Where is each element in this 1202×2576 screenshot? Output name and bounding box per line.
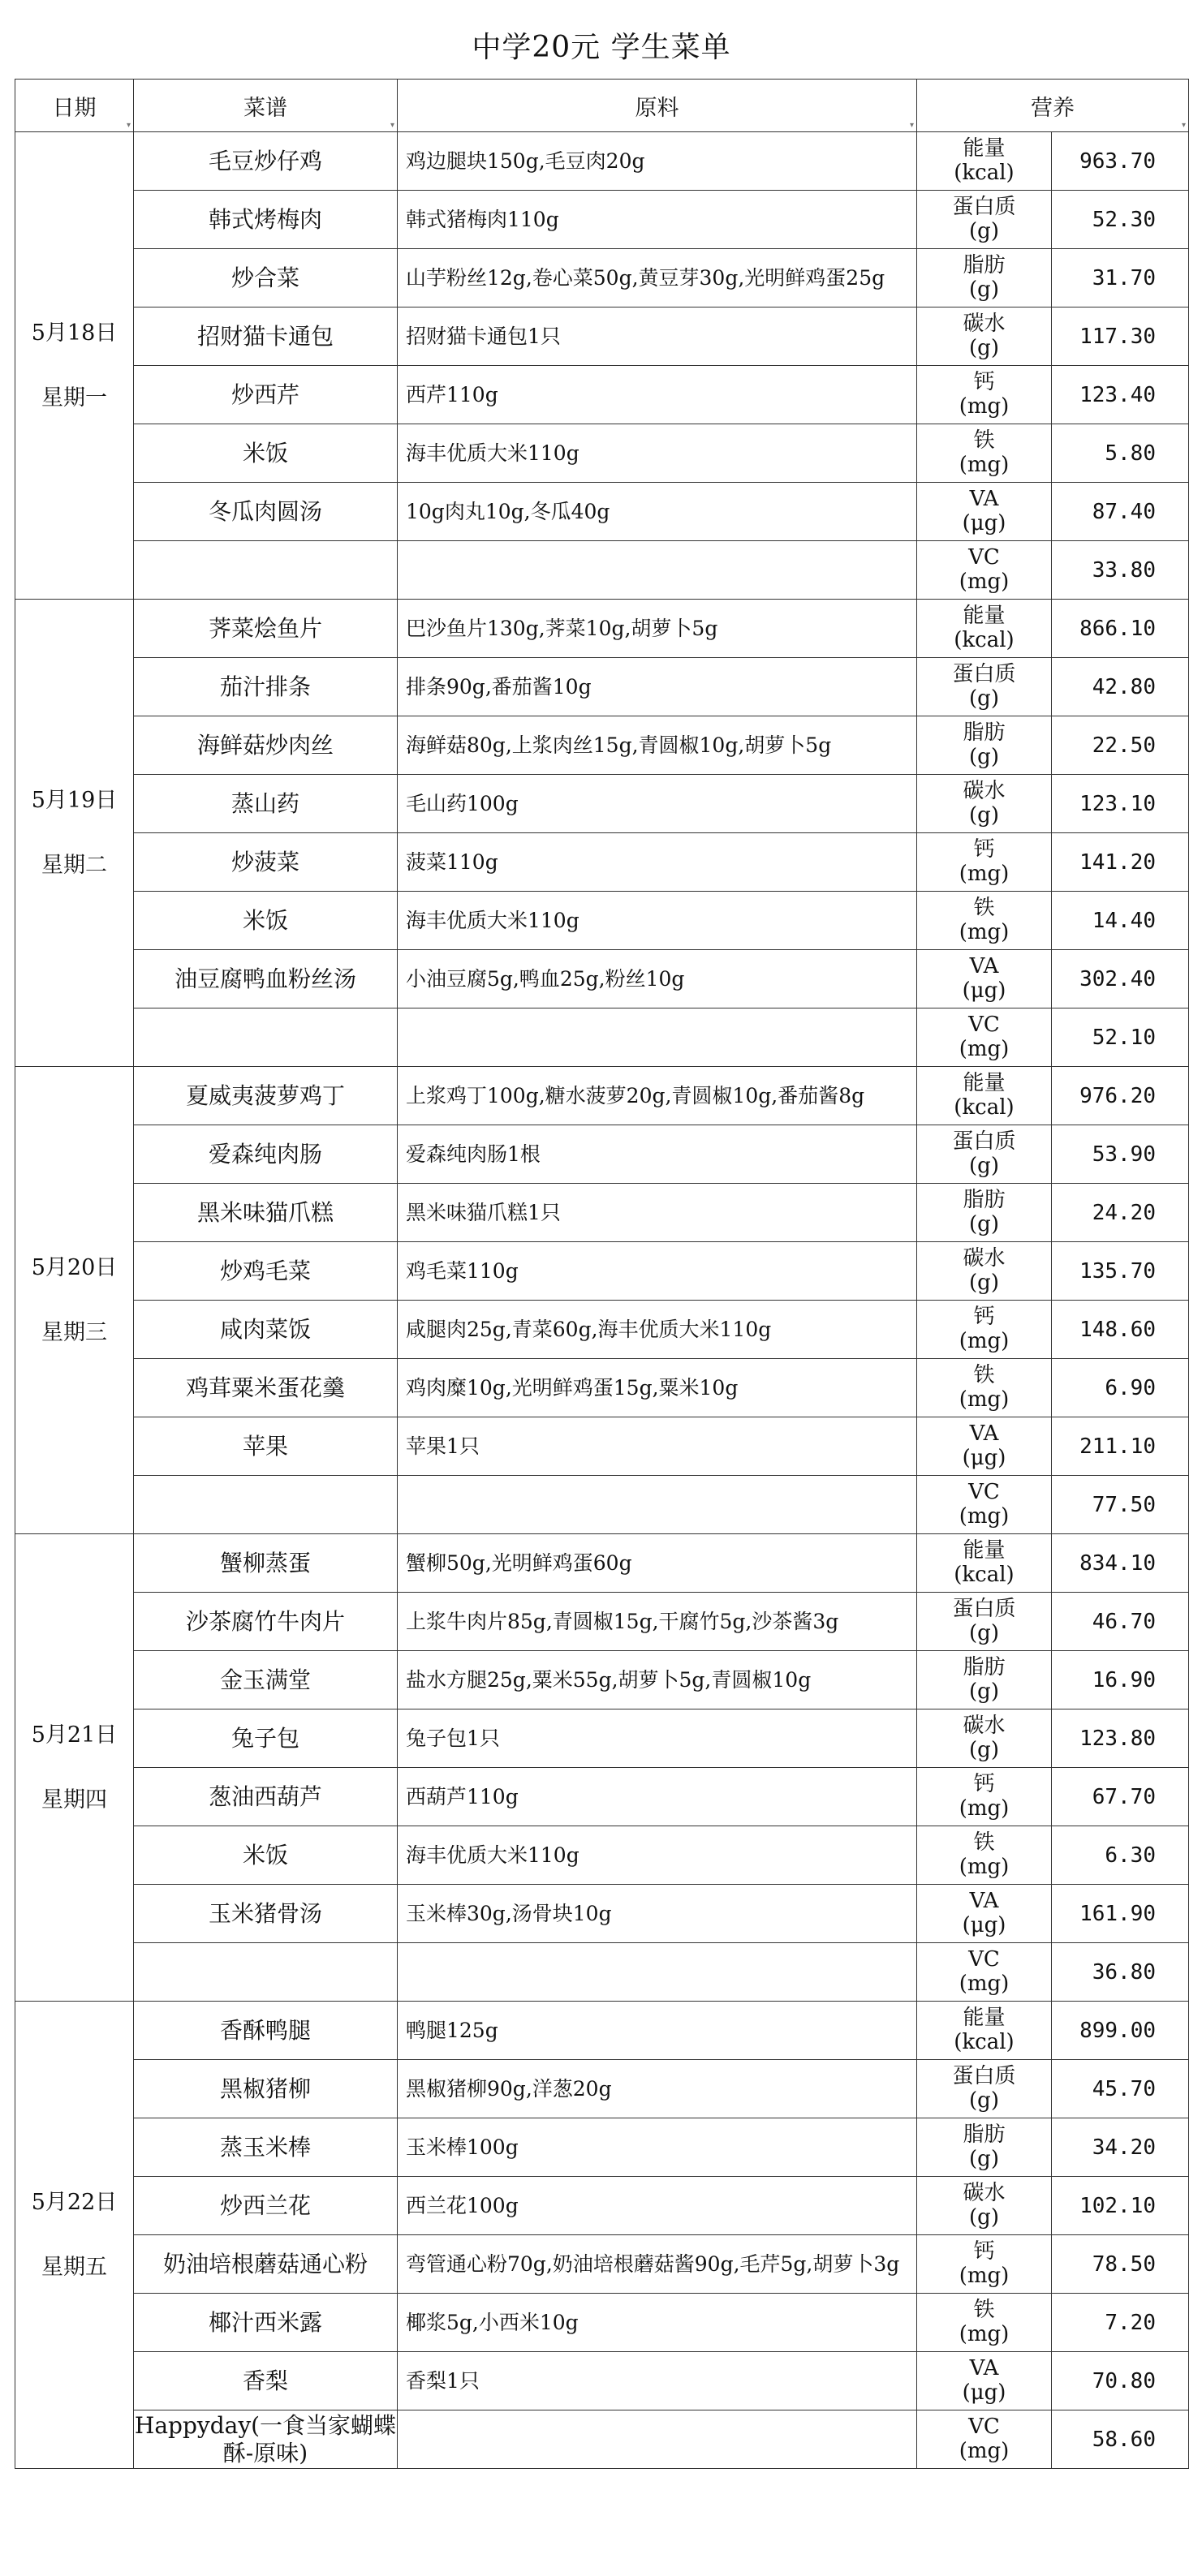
ingredients-cell[interactable]: 黑米味猫爪糕1只	[398, 1184, 917, 1242]
ingredients-cell[interactable]: 弯管通心粉70g,奶油培根蘑菇酱90g,毛芹5g,胡萝卜3g	[398, 2235, 917, 2294]
header-date[interactable]: 日期 ▾	[15, 80, 134, 132]
nutrient-value-cell[interactable]: 6.90	[1052, 1359, 1189, 1417]
menu-row	[15, 1885, 1189, 1943]
dish-cell[interactable]: 炒鸡毛菜	[134, 1242, 398, 1301]
nutrient-label-cell[interactable]: VC (mg)	[917, 2410, 1052, 2469]
dish-cell[interactable]: 椰汁西米露	[134, 2294, 398, 2352]
dish-cell[interactable]: 蒸山药	[134, 775, 398, 833]
menu-row	[15, 1534, 1189, 1593]
ingredients-cell[interactable]: 巴沙鱼片130g,荠菜10g,胡萝卜5g	[398, 600, 917, 658]
menu-row	[15, 1301, 1189, 1359]
menu-row	[15, 1826, 1189, 1885]
nutrient-value-cell[interactable]: 77.50	[1052, 1476, 1189, 1534]
nutrient-label-cell[interactable]: 铁 (mg)	[917, 424, 1052, 483]
nutrient-label-cell[interactable]: 碳水 (g)	[917, 2177, 1052, 2235]
nutrient-label-cell[interactable]: VA (μg)	[917, 950, 1052, 1008]
ingredients-cell[interactable]	[398, 1008, 917, 1067]
nutrient-label-cell[interactable]: 能量 (kcal)	[917, 1534, 1052, 1593]
dish-cell[interactable]: 炒西芹	[134, 366, 398, 424]
nutrient-label-cell[interactable]: 铁 (mg)	[917, 2294, 1052, 2352]
dish-cell[interactable]: 招财猫卡通包	[134, 307, 398, 366]
nutrient-label-cell[interactable]: 钙 (mg)	[917, 833, 1052, 892]
nutrient-value-cell[interactable]: 211.10	[1052, 1417, 1189, 1476]
nutrient-value-cell[interactable]: 148.60	[1052, 1301, 1189, 1359]
menu-row	[15, 541, 1189, 600]
menu-row	[15, 833, 1189, 892]
nutrient-value-cell[interactable]: 22.50	[1052, 716, 1189, 775]
dish-cell[interactable]: 茄汁排条	[134, 658, 398, 716]
dish-cell[interactable]: Happyday(一食当家蝴蝶酥-原味)	[134, 2410, 398, 2469]
ingredients-cell[interactable]	[398, 541, 917, 600]
dish-cell[interactable]: 蟹柳蒸蛋	[134, 1534, 398, 1593]
ingredients-cell[interactable]	[398, 2410, 917, 2469]
header-nutrition[interactable]: 营养 ▾	[917, 80, 1189, 132]
nutrient-label-cell[interactable]: 脂肪 (g)	[917, 249, 1052, 307]
nutrient-value-cell[interactable]: 52.10	[1052, 1008, 1189, 1067]
menu-row	[15, 2177, 1189, 2235]
ingredients-cell[interactable]: 爱森纯肉肠1根	[398, 1125, 917, 1184]
menu-row	[15, 1008, 1189, 1067]
dish-cell[interactable]: 葱油西葫芦	[134, 1768, 398, 1826]
nutrient-value-cell[interactable]: 102.10	[1052, 2177, 1189, 2235]
nutrient-value-cell[interactable]: 123.80	[1052, 1709, 1189, 1768]
date-label: 5月19日	[31, 787, 118, 813]
dish-cell[interactable]: 黑米味猫爪糕	[134, 1184, 398, 1242]
nutrient-label-cell[interactable]: 蛋白质 (g)	[917, 1593, 1052, 1651]
dish-cell[interactable]	[134, 1476, 398, 1534]
nutrient-label-cell[interactable]: 碳水 (g)	[917, 1709, 1052, 1768]
header-dish[interactable]: 菜谱 ▾	[134, 80, 398, 132]
nutrient-label-cell[interactable]: 脂肪 (g)	[917, 1184, 1052, 1242]
nutrient-value-cell[interactable]: 161.90	[1052, 1885, 1189, 1943]
nutrient-label-cell[interactable]: VC (mg)	[917, 1476, 1052, 1534]
menu-row	[15, 658, 1189, 716]
date-label: 5月22日	[31, 2189, 118, 2215]
menu-row	[15, 2060, 1189, 2118]
date-cell[interactable]	[15, 600, 134, 1067]
menu-row	[15, 483, 1189, 541]
menu-row	[15, 1125, 1189, 1184]
ingredients-cell[interactable]: 玉米棒100g	[398, 2118, 917, 2177]
menu-row	[15, 1184, 1189, 1242]
ingredients-cell[interactable]: 椰浆5g,小西米10g	[398, 2294, 917, 2352]
menu-row	[15, 249, 1189, 307]
nutrient-label-cell[interactable]: 蛋白质 (g)	[917, 658, 1052, 716]
menu-row	[15, 1359, 1189, 1417]
date-cell[interactable]	[15, 1067, 134, 1534]
menu-row	[15, 2118, 1189, 2177]
nutrient-label-cell[interactable]: VA (μg)	[917, 1885, 1052, 1943]
dish-cell[interactable]	[134, 541, 398, 600]
nutrient-value-cell[interactable]: 141.20	[1052, 833, 1189, 892]
menu-row	[15, 1067, 1189, 1125]
nutrient-value-cell[interactable]: 7.20	[1052, 2294, 1189, 2352]
header-ingredients[interactable]: 原料 ▾	[398, 80, 917, 132]
menu-row	[15, 1709, 1189, 1768]
ingredients-cell[interactable]: 黑椒猪柳90g,洋葱20g	[398, 2060, 917, 2118]
menu-row	[15, 2352, 1189, 2410]
menu-row	[15, 132, 1189, 191]
nutrient-value-cell[interactable]: 70.80	[1052, 2352, 1189, 2410]
ingredients-cell[interactable]: 盐水方腿25g,粟米55g,胡萝卜5g,青圆椒10g	[398, 1651, 917, 1709]
ingredients-cell[interactable]: 苹果1只	[398, 1417, 917, 1476]
ingredients-cell[interactable]: 小油豆腐5g,鸭血25g,粉丝10g	[398, 950, 917, 1008]
dish-cell[interactable]: 夏威夷菠萝鸡丁	[134, 1067, 398, 1125]
nutrient-label-cell[interactable]: 能量 (kcal)	[917, 1067, 1052, 1125]
weekday-label: 星期二	[41, 852, 107, 878]
nutrient-value-cell[interactable]: 45.70	[1052, 2060, 1189, 2118]
nutrient-label-cell[interactable]: VA (μg)	[917, 1417, 1052, 1476]
nutrient-value-cell[interactable]: 58.60	[1052, 2410, 1189, 2469]
ingredients-cell[interactable]	[398, 1476, 917, 1534]
dish-cell[interactable]: 黑椒猪柳	[134, 2060, 398, 2118]
ingredients-cell[interactable]: 玉米棒30g,汤骨块10g	[398, 1885, 917, 1943]
menu-row	[15, 2294, 1189, 2352]
ingredients-cell[interactable]: 10g肉丸10g,冬瓜40g	[398, 483, 917, 541]
dish-cell[interactable]: 韩式烤梅肉	[134, 191, 398, 249]
menu-body	[15, 132, 1189, 2469]
ingredients-cell[interactable]: 上浆牛肉片85g,青圆椒15g,干腐竹5g,沙茶酱3g	[398, 1593, 917, 1651]
menu-table	[15, 79, 1189, 2469]
menu-row	[15, 366, 1189, 424]
dish-cell[interactable]: 蒸玉米棒	[134, 2118, 398, 2177]
menu-row	[15, 892, 1189, 950]
menu-row	[15, 191, 1189, 249]
ingredients-cell[interactable]	[398, 1943, 917, 2002]
ingredients-cell[interactable]: 鸡肉糜10g,光明鲜鸡蛋15g,粟米10g	[398, 1359, 917, 1417]
nutrient-label-cell[interactable]: 钙 (mg)	[917, 366, 1052, 424]
dish-cell[interactable]: 米饭	[134, 1826, 398, 1885]
nutrient-value-cell[interactable]: 34.20	[1052, 2118, 1189, 2177]
nutrient-label-cell[interactable]: 铁 (mg)	[917, 892, 1052, 950]
nutrient-label-cell[interactable]: 碳水 (g)	[917, 1242, 1052, 1301]
ingredients-cell[interactable]: 西葫芦110g	[398, 1768, 917, 1826]
menu-row	[15, 2002, 1189, 2060]
nutrient-value-cell[interactable]: 14.40	[1052, 892, 1189, 950]
menu-row	[15, 424, 1189, 483]
filter-dropdown-icon[interactable]: ▾	[126, 121, 131, 130]
dish-cell[interactable]: 米饭	[134, 424, 398, 483]
date-cell[interactable]	[15, 132, 134, 600]
ingredients-cell[interactable]: 兔子包1只	[398, 1709, 917, 1768]
dish-cell[interactable]	[134, 1008, 398, 1067]
nutrient-label-cell[interactable]: 蛋白质 (g)	[917, 2060, 1052, 2118]
dish-cell[interactable]: 香酥鸭腿	[134, 2002, 398, 2060]
dish-cell[interactable]: 沙茶腐竹牛肉片	[134, 1593, 398, 1651]
ingredients-cell[interactable]: 海鲜菇80g,上浆肉丝15g,青圆椒10g,胡萝卜5g	[398, 716, 917, 775]
dish-cell[interactable]: 炒合菜	[134, 249, 398, 307]
nutrient-value-cell[interactable]: 78.50	[1052, 2235, 1189, 2294]
nutrient-label-cell[interactable]: 能量 (kcal)	[917, 600, 1052, 658]
dish-cell[interactable]: 炒菠菜	[134, 833, 398, 892]
ingredients-cell[interactable]: 菠菜110g	[398, 833, 917, 892]
ingredients-cell[interactable]: 上浆鸡丁100g,糖水菠萝20g,青圆椒10g,番茄酱8g	[398, 1067, 917, 1125]
dish-cell[interactable]: 香梨	[134, 2352, 398, 2410]
nutrient-label-cell[interactable]: VA (μg)	[917, 2352, 1052, 2410]
nutrient-value-cell[interactable]: 866.10	[1052, 600, 1189, 658]
dish-cell[interactable]: 咸肉菜饭	[134, 1301, 398, 1359]
ingredients-cell[interactable]: 毛山药100g	[398, 775, 917, 833]
dish-cell[interactable]: 鸡茸粟米蛋花羹	[134, 1359, 398, 1417]
ingredients-cell[interactable]: 鸭腿125g	[398, 2002, 917, 2060]
dish-cell[interactable]: 毛豆炒仔鸡	[134, 132, 398, 191]
dish-cell[interactable]: 兔子包	[134, 1709, 398, 1768]
nutrient-label-cell[interactable]: 蛋白质 (g)	[917, 1125, 1052, 1184]
header-row	[15, 80, 1189, 132]
ingredients-cell[interactable]: 香梨1只	[398, 2352, 917, 2410]
menu-row	[15, 2235, 1189, 2294]
nutrient-label-cell[interactable]: 钙 (mg)	[917, 1301, 1052, 1359]
nutrient-value-cell[interactable]: 6.30	[1052, 1826, 1189, 1885]
nutrient-value-cell[interactable]: 16.90	[1052, 1651, 1189, 1709]
nutrient-value-cell[interactable]: 834.10	[1052, 1534, 1189, 1593]
ingredients-cell[interactable]: 排条90g,番茄酱10g	[398, 658, 917, 716]
nutrient-value-cell[interactable]: 117.30	[1052, 307, 1189, 366]
dish-cell[interactable]: 炒西兰花	[134, 2177, 398, 2235]
menu-row	[15, 775, 1189, 833]
nutrient-label-cell[interactable]: 脂肪 (g)	[917, 2118, 1052, 2177]
dish-cell[interactable]: 爱森纯肉肠	[134, 1125, 398, 1184]
nutrient-label-cell[interactable]: 碳水 (g)	[917, 307, 1052, 366]
menu-row	[15, 1242, 1189, 1301]
nutrient-label-cell[interactable]: 碳水 (g)	[917, 775, 1052, 833]
nutrient-value-cell[interactable]: 899.00	[1052, 2002, 1189, 2060]
nutrient-value-cell[interactable]: 302.40	[1052, 950, 1189, 1008]
menu-row	[15, 716, 1189, 775]
dish-cell[interactable]: 荠菜烩鱼片	[134, 600, 398, 658]
menu-row	[15, 1593, 1189, 1651]
nutrient-value-cell[interactable]: 52.30	[1052, 191, 1189, 249]
nutrient-value-cell[interactable]: 123.40	[1052, 366, 1189, 424]
ingredients-cell[interactable]: 海丰优质大米110g	[398, 892, 917, 950]
menu-row	[15, 1476, 1189, 1534]
nutrient-value-cell[interactable]: 963.70	[1052, 132, 1189, 191]
ingredients-cell[interactable]: 西兰花100g	[398, 2177, 917, 2235]
ingredients-cell[interactable]: 蟹柳50g,光明鲜鸡蛋60g	[398, 1534, 917, 1593]
menu-row	[15, 1417, 1189, 1476]
dish-cell[interactable]	[134, 1943, 398, 2002]
date-label: 5月21日	[31, 1722, 118, 1748]
nutrient-label-cell[interactable]: 能量 (kcal)	[917, 2002, 1052, 2060]
nutrient-value-cell[interactable]: 31.70	[1052, 249, 1189, 307]
ingredients-cell[interactable]: 咸腿肉25g,青菜60g,海丰优质大米110g	[398, 1301, 917, 1359]
dish-cell[interactable]: 奶油培根蘑菇通心粉	[134, 2235, 398, 2294]
ingredients-cell[interactable]: 招财猫卡通包1只	[398, 307, 917, 366]
weekday-label: 星期三	[41, 1319, 107, 1345]
nutrient-label-cell[interactable]: VC (mg)	[917, 1943, 1052, 2002]
dish-cell[interactable]: 油豆腐鸭血粉丝汤	[134, 950, 398, 1008]
filter-dropdown-icon[interactable]: ▾	[390, 121, 394, 130]
date-cell[interactable]	[15, 1534, 134, 2002]
ingredients-cell[interactable]: 海丰优质大米110g	[398, 424, 917, 483]
nutrient-label-cell[interactable]: 铁 (mg)	[917, 1826, 1052, 1885]
nutrient-label-cell[interactable]: VC (mg)	[917, 541, 1052, 600]
nutrient-value-cell[interactable]: 123.10	[1052, 775, 1189, 833]
nutrient-label-cell[interactable]: 钙 (mg)	[917, 1768, 1052, 1826]
nutrient-value-cell[interactable]: 976.20	[1052, 1067, 1189, 1125]
nutrient-label-cell[interactable]: 蛋白质 (g)	[917, 191, 1052, 249]
nutrient-value-cell[interactable]: 33.80	[1052, 541, 1189, 600]
ingredients-cell[interactable]: 鸡边腿块150g,毛豆肉20g	[398, 132, 917, 191]
nutrient-label-cell[interactable]: 钙 (mg)	[917, 2235, 1052, 2294]
nutrient-label-cell[interactable]: VA (μg)	[917, 483, 1052, 541]
filter-dropdown-icon[interactable]: ▾	[909, 121, 914, 130]
nutrient-label-cell[interactable]: 脂肪 (g)	[917, 716, 1052, 775]
nutrient-value-cell[interactable]: 135.70	[1052, 1242, 1189, 1301]
dish-cell[interactable]: 米饭	[134, 892, 398, 950]
nutrient-value-cell[interactable]: 36.80	[1052, 1943, 1189, 2002]
nutrient-value-cell[interactable]: 5.80	[1052, 424, 1189, 483]
ingredients-cell[interactable]: 鸡毛菜110g	[398, 1242, 917, 1301]
nutrient-label-cell[interactable]: 脂肪 (g)	[917, 1651, 1052, 1709]
nutrient-label-cell[interactable]: 能量 (kcal)	[917, 132, 1052, 191]
ingredients-cell[interactable]: 山芋粉丝12g,卷心菜50g,黄豆芽30g,光明鲜鸡蛋25g	[398, 249, 917, 307]
menu-row	[15, 1651, 1189, 1709]
nutrient-value-cell[interactable]: 46.70	[1052, 1593, 1189, 1651]
menu-row	[15, 950, 1189, 1008]
nutrient-value-cell[interactable]: 53.90	[1052, 1125, 1189, 1184]
dish-cell[interactable]: 海鲜菇炒肉丝	[134, 716, 398, 775]
dish-cell[interactable]: 苹果	[134, 1417, 398, 1476]
date-cell[interactable]	[15, 2002, 134, 2469]
menu-row	[15, 307, 1189, 366]
date-label: 5月18日	[31, 320, 118, 346]
menu-row	[15, 1768, 1189, 1826]
dish-cell[interactable]: 玉米猪骨汤	[134, 1885, 398, 1943]
nutrient-label-cell[interactable]: 铁 (mg)	[917, 1359, 1052, 1417]
nutrient-value-cell[interactable]: 24.20	[1052, 1184, 1189, 1242]
ingredients-cell[interactable]: 西芹110g	[398, 366, 917, 424]
menu-row	[15, 2410, 1189, 2469]
menu-row	[15, 600, 1189, 658]
nutrient-value-cell[interactable]: 87.40	[1052, 483, 1189, 541]
dish-cell[interactable]: 冬瓜肉圆汤	[134, 483, 398, 541]
ingredients-cell[interactable]: 海丰优质大米110g	[398, 1826, 917, 1885]
weekday-label: 星期四	[41, 1787, 107, 1813]
weekday-label: 星期五	[41, 2254, 107, 2280]
date-label: 5月20日	[31, 1254, 118, 1280]
nutrient-value-cell[interactable]: 67.70	[1052, 1768, 1189, 1826]
weekday-label: 星期一	[41, 385, 107, 411]
dish-cell[interactable]: 金玉满堂	[134, 1651, 398, 1709]
page-title: 中学20元 学生菜单	[472, 30, 731, 64]
menu-row	[15, 1943, 1189, 2002]
filter-dropdown-icon[interactable]: ▾	[1181, 121, 1186, 130]
nutrient-value-cell[interactable]: 42.80	[1052, 658, 1189, 716]
ingredients-cell[interactable]: 韩式猪梅肉110g	[398, 191, 917, 249]
nutrient-label-cell[interactable]: VC (mg)	[917, 1008, 1052, 1067]
